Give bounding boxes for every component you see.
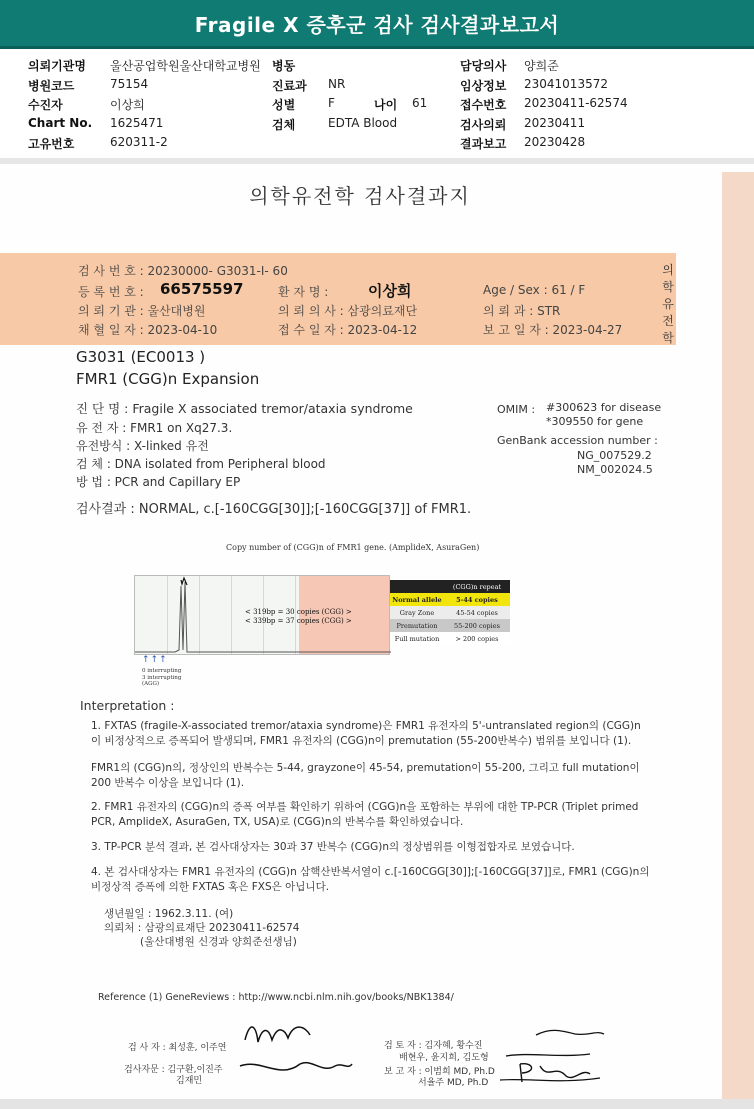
reporter: 서율주 MD, Ph.D — [418, 1078, 489, 1088]
agg-annotation: 0 interrupting 3 interrupting (AGG) — [142, 668, 182, 687]
peak-labels: < 319bp = 30 copies (CGG) > < 339bp = 37 copies (CGG) > — [245, 608, 352, 625]
info-value: 20230411-62574 — [524, 96, 628, 110]
omim-disease: #300623 for disease — [546, 401, 662, 414]
info-value: 75154 — [110, 77, 149, 91]
info-label: 수진자 — [28, 98, 63, 112]
vertical-label: 의학유전학 — [662, 263, 674, 345]
reference: Reference (1) GeneReviews : http://www.ncbi.nlm.nih.gov/books/NBK1384/ — [98, 992, 454, 1003]
method: 방 법 : PCR and Capillary EP — [76, 475, 241, 489]
gene: 유 전 자 : FMR1 on Xq27.3. — [76, 421, 233, 435]
document-margin-strip — [722, 172, 754, 1102]
info-label: 결과보고 — [460, 137, 507, 151]
reported-date: 보 고 일 자 : 2023-04-27 — [483, 323, 623, 337]
genbank-id: NM_002024.5 — [577, 463, 653, 476]
consultant: 김재민 — [176, 1076, 203, 1086]
reporter: 보 고 자 : 이범희 MD, Ph.D — [384, 1067, 495, 1077]
report-header-bar — [0, 0, 754, 49]
interpretation-title: Interpretation : — [80, 698, 175, 713]
info-value: 1625471 — [110, 116, 164, 130]
info-label: 병원코드 — [28, 79, 75, 93]
info-value: 이상희 — [110, 98, 145, 112]
info-value: 620311-2 — [110, 135, 168, 149]
info-label: Chart No. — [28, 116, 93, 130]
interpretation-paragraph: FMR1의 (CGG)n의, 정상인의 반복수는 5-44, grayzone이 45-54, premutation이 55-200, 그리고 full mutation이 200 반복수 이상을 보입니다 (1). — [91, 762, 640, 789]
test-name: FMR1 (CGG)n Expansion — [76, 370, 260, 388]
info-label: 임상정보 — [460, 79, 507, 93]
info-value: F — [328, 96, 335, 110]
info-value: NR — [328, 77, 346, 91]
electropherogram — [134, 575, 390, 655]
examiner: 검 사 자 : 최성훈, 이주연 — [128, 1043, 227, 1053]
repeat-legend-table: (CGG)n repeat Normal allele 5-44 copies Gray Zone 45-54 copies Premutation 55-200 copies Full mutation > 200 copies — [390, 580, 510, 645]
requesting-institution: 의 뢰 기 관 : 울산대병원 — [78, 304, 206, 318]
exam-number: 검 사 번 호 : 20230000- G3031-I- 60 — [78, 264, 288, 278]
omim-gene: *309550 for gene — [546, 415, 644, 428]
reviewer: 검 토 자 : 김자혜, 황수진 — [384, 1041, 483, 1051]
info-value: 23041013572 — [524, 77, 608, 91]
age-sex: Age / Sex : 61 / F — [483, 283, 586, 297]
info-label: 나이 — [374, 98, 398, 112]
sampled-date: 채 혈 일 자 : 2023-04-10 — [78, 323, 218, 337]
genbank-id: NG_007529.2 — [577, 449, 652, 462]
genbank-label: GenBank accession number : — [497, 434, 658, 447]
interpretation-paragraph: 2. FMR1 유전자의 (CGG)n의 증폭 여부를 확인하기 위하여 (CGG)n을 포함하는 부위에 대한 TP-PCR (Triplet primed PCR, AmplideX, AsuraGen, TX, USA)로 (CGG)n의 반복수를 확인하였습니다. — [91, 801, 639, 828]
requesting-dept: 의 뢰 과 : STR — [483, 304, 561, 318]
divider — [0, 158, 754, 164]
inheritance: 유전방식 : X-linked 유전 — [76, 439, 209, 453]
info-label: 담당의사 — [460, 59, 507, 73]
specimen: 검 체 : DNA isolated from Peripheral blood — [76, 457, 326, 471]
received-date: 접 수 일 자 : 2023-04-12 — [278, 323, 418, 337]
info-value: 양희준 — [524, 59, 559, 73]
info-label: 검사의뢰 — [460, 118, 507, 132]
info-label: 진료과 — [272, 79, 307, 93]
test-code: G3031 (EC0013 ) — [76, 348, 206, 366]
document-title: 의학유전학 검사결과지 — [249, 184, 471, 208]
omim-label: OMIM : — [497, 403, 536, 416]
info-label: 의뢰기관명 — [28, 59, 86, 73]
requesting-doctor: 의 뢰 의 사 : 삼광의료재단 — [278, 304, 418, 318]
reviewer: 배현우, 윤지희, 김도형 — [399, 1053, 489, 1063]
reg-no-label: 등 록 번 호 : — [78, 285, 144, 299]
figure-caption: Copy number of (CGG)n of FMR1 gene. (AmplideX, AsuraGen) — [226, 543, 480, 552]
patient-label: 환 자 명 : — [278, 285, 329, 299]
consultant: 검사자문 : 김구환,이진주 — [124, 1065, 223, 1075]
info-label: 검체 — [272, 118, 296, 132]
test-result: 검사결과 : NORMAL, c.[-160CGG[30]];[-160CGG[37]] of FMR1. — [76, 502, 472, 517]
info-label: 병동 — [272, 59, 296, 73]
birth-date: 생년월일 : 1962.3.11. (여) — [104, 908, 234, 920]
interpretation-paragraph: 1. FXTAS (fragile-X-associated tremor/ataxia syndrome)은 FMR1 유전자의 5'-untranslated region의 (CGG)n 이 비정상적으로 증폭되어 발생되며, FMR1 유전자의 (CGG)n이 premutation (55-200반복수) 범위를 보입니다 (1). — [91, 720, 641, 747]
info-label: 접수번호 — [460, 98, 507, 112]
info-label: 고유번호 — [28, 137, 75, 151]
referral-doctor: (울산대병원 신경과 양희준선생님) — [140, 936, 297, 948]
reg-no: 66575597 — [160, 280, 244, 298]
interpretation-paragraph: 4. 본 검사대상자는 FMR1 유전자의 (CGG)n 삼핵산반복서열이 c.[-160CGG[30]];[-160CGG[37]]로, FMR1 (CGG)n의 비정상적 증폭에 의한 FXTAS 혹은 FXS은 아닙니다. — [91, 866, 650, 893]
info-value: 20230411 — [524, 116, 586, 130]
info-value: 울산공업학원울산대학교병원 — [110, 59, 261, 73]
diagnosis: 진 단 명 : Fragile X associated tremor/ataxia syndrome — [76, 401, 413, 416]
patient-name: 이상희 — [368, 282, 412, 300]
agg-arrows: ↑↑↑ — [142, 655, 168, 665]
info-value: 61 — [412, 96, 428, 110]
info-value: EDTA Blood — [328, 116, 398, 130]
interpretation-paragraph: 3. TP-PCR 분석 결과, 본 검사대상자는 30과 37 반복수 (CGG)n의 정상범위를 이형접합자로 보였습니다. — [91, 841, 575, 853]
info-value: 20230428 — [524, 135, 586, 149]
info-label: 성별 — [272, 98, 296, 112]
divider — [0, 1099, 754, 1109]
report-title: Fragile X 증후군 검사 검사결과보고서 — [194, 13, 560, 37]
referral: 의뢰처 : 삼광의료재단 20230411-62574 — [104, 922, 300, 934]
